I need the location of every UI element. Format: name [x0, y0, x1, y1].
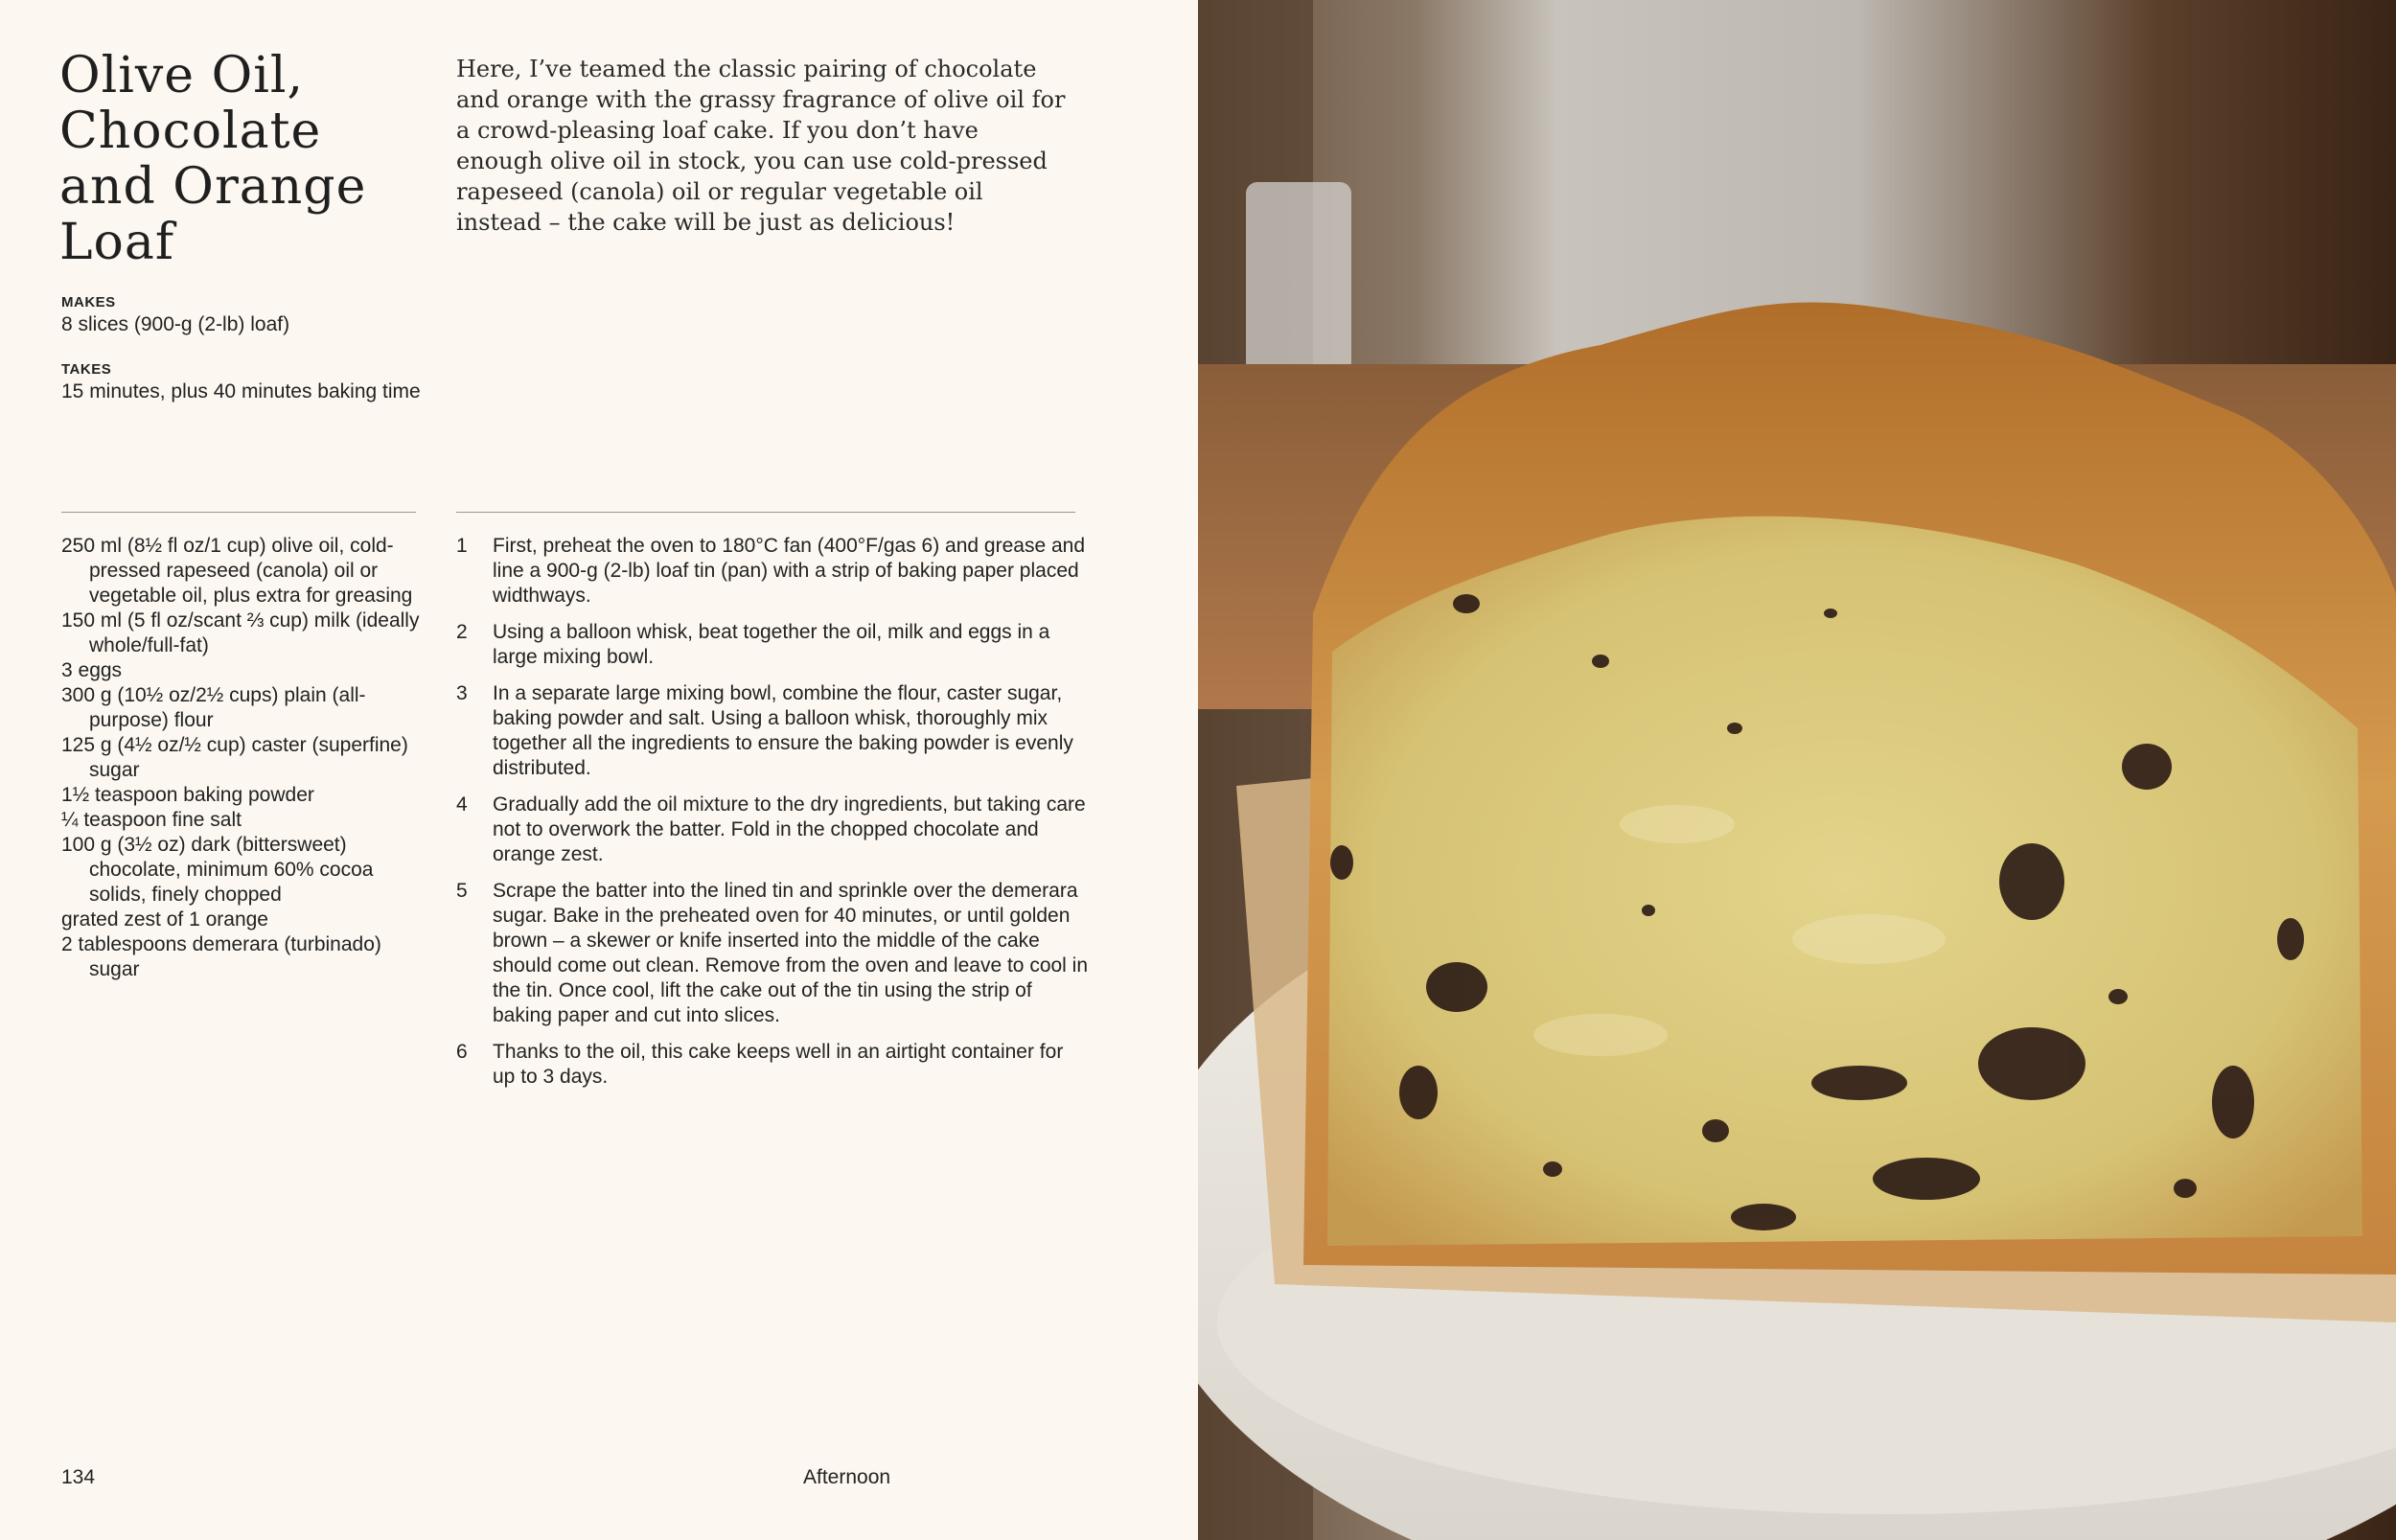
- method-steps: [456, 534, 1089, 1101]
- step-text: First, preheat the oven to 180°C fan (400°F/gas 6) and grease and line a 900-g (2-lb) loaf tin (pan) with a strip of baking paper placed widthways.: [493, 535, 1086, 607]
- step-number: 6: [456, 1041, 468, 1063]
- method-step: [456, 879, 1089, 1028]
- cake-photo-image: [1198, 0, 2396, 1540]
- ingredient-item: 300 g (10½ oz/2½ cups) plain (all-purpose) flour: [61, 684, 366, 731]
- method-step: [456, 793, 1089, 867]
- title-line: Chocolate: [59, 103, 322, 160]
- takes-block: [61, 360, 426, 404]
- recipe-title: [59, 48, 424, 270]
- step-text: Gradually add the oil mixture to the dry ingredients, but taking care not to overwork the batter. Fold in the chopped chocolate and orange zest.: [493, 793, 1086, 865]
- title-line: and Orange: [59, 158, 367, 216]
- takes-value: 15 minutes, plus 40 minutes baking time: [61, 380, 421, 402]
- step-text: Using a balloon whisk, beat together the oil, milk and eggs in a large mixing bowl.: [493, 621, 1050, 668]
- step-text: Scrape the batter into the lined tin and sprinkle over the demerara sugar. Bake in the preheated oven for 40 minutes, or until golden brown – a skewer or knife inserted into the middle of the cake should come out clean. Remove from the oven and leave to cool in the tin. Once cool, lift the cake out of the tin using the strip of baking paper and cut into slices.: [493, 880, 1089, 1026]
- ingredient-item: 150 ml (5 fl oz/scant ⅔ cup) milk (ideally whole/full-fat): [61, 609, 420, 656]
- method-step: [456, 534, 1089, 609]
- step-text: In a separate large mixing bowl, combine the flour, caster sugar, baking powder and salt. Using a balloon whisk, thoroughly mix together all the ingredients to ensure the baking powder is evenly distributed.: [493, 682, 1073, 779]
- method-divider: [456, 512, 1075, 513]
- ingredient-item: 100 g (3½ oz) dark (bittersweet) chocolate, minimum 60% cocoa solids, finely chopped: [61, 834, 374, 906]
- method-step: [456, 620, 1089, 670]
- step-number: 2: [456, 621, 468, 643]
- recipe-intro: Here, I’ve teamed the classic pairing of chocolate and orange with the grassy fragrance of olive oil for a crowd-pleasing loaf cake. If you don’t have enough olive oil in stock, you can use cold-pressed rapeseed (canola) oil or regular vegetable oil instead – the cake will be just as delicious!: [456, 56, 1066, 236]
- title-line: Olive Oil,: [59, 47, 304, 104]
- ingredients-list: [61, 534, 426, 982]
- ingredient-item: grated zest of 1 orange: [61, 908, 268, 931]
- method-step: [456, 681, 1089, 781]
- cake-photo: [1198, 0, 2396, 1540]
- makes-label: MAKES: [61, 294, 116, 310]
- ingredient-item: 3 eggs: [61, 659, 123, 681]
- makes-value: 8 slices (900-g (2-lb) loaf): [61, 313, 290, 335]
- step-text: Thanks to the oil, this cake keeps well in an airtight container for up to 3 days.: [493, 1041, 1064, 1088]
- step-number: 4: [456, 793, 468, 816]
- ingredient-item: 2 tablespoons demerara (turbinado) sugar: [61, 933, 381, 980]
- ingredients-divider: [61, 512, 416, 513]
- page-number: 134: [61, 1466, 96, 1488]
- ingredient-item: 1½ teaspoon baking powder: [61, 784, 314, 806]
- step-number: 1: [456, 535, 468, 557]
- ingredient-item: 250 ml (8½ fl oz/1 cup) olive oil, cold-pressed rapeseed (canola) oil or vegetable oil, plus extra for greasing: [61, 535, 413, 607]
- takes-label: TAKES: [61, 361, 112, 378]
- title-line: Loaf: [59, 214, 175, 271]
- step-number: 5: [456, 880, 468, 902]
- section-name: Afternoon: [803, 1466, 891, 1488]
- method-step: [456, 1040, 1089, 1090]
- ingredient-item: 125 g (4½ oz/½ cup) caster (superfine) sugar: [61, 734, 408, 781]
- ingredient-item: ¼ teaspoon fine salt: [61, 809, 242, 831]
- step-number: 3: [456, 682, 468, 704]
- makes-block: [61, 293, 426, 337]
